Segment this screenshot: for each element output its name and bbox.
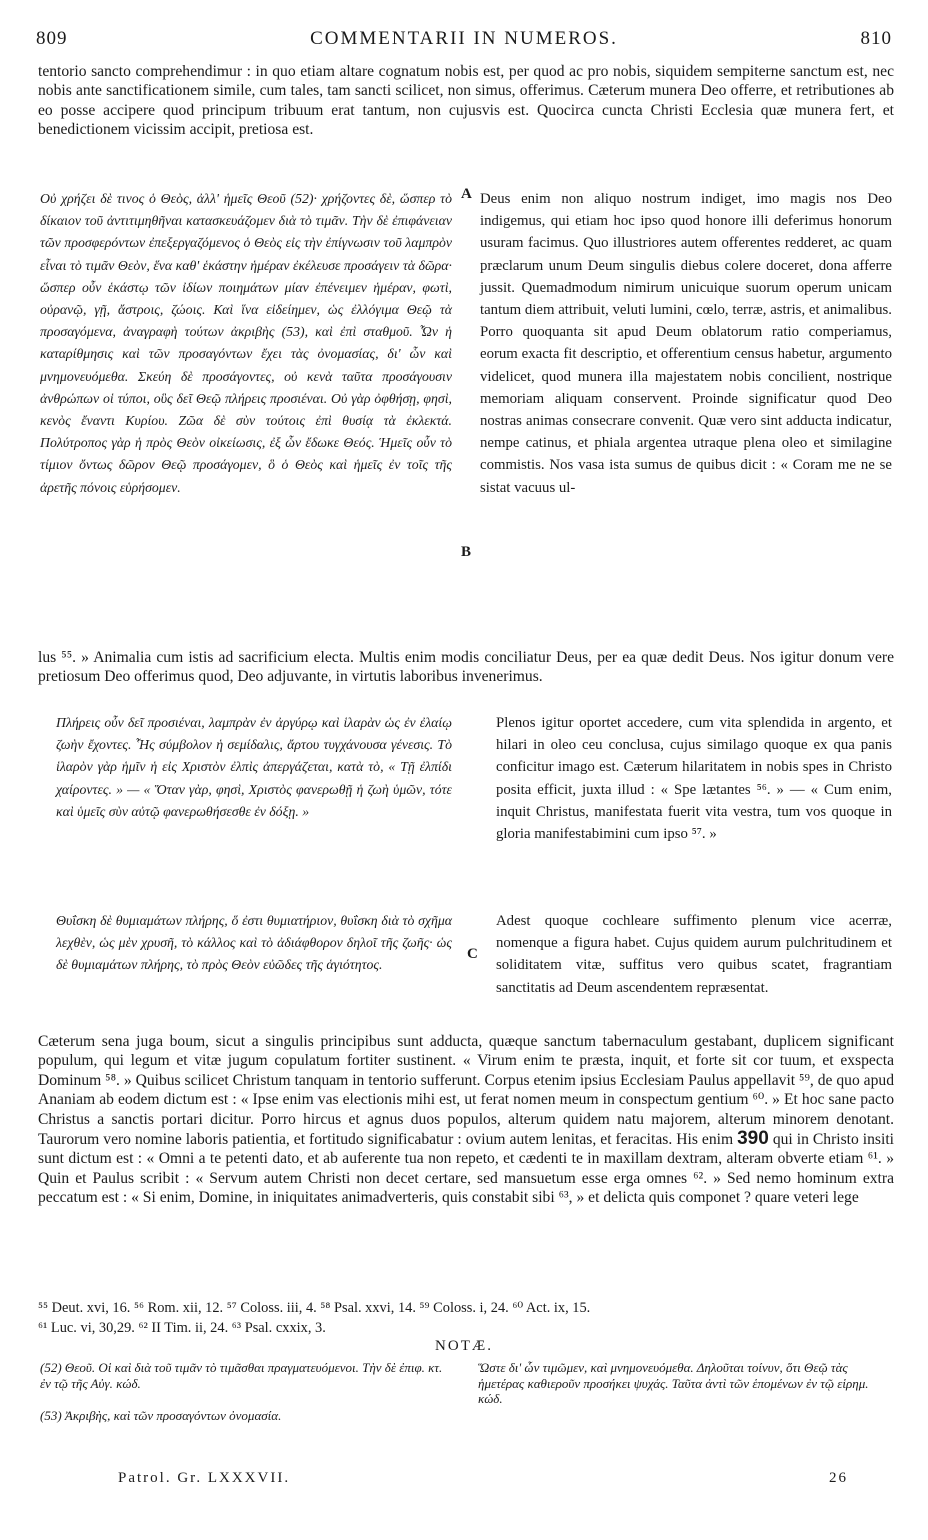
- page-header: [36, 28, 892, 56]
- closing-paragraph: [38, 1032, 894, 1208]
- references-line-1: ⁵⁵ Deut. xvi, 16. ⁵⁶ Rom. xii, 12. ⁵⁷ Coloss. iii, 4. ⁵⁸ Psal. xxvi, 14. ⁵⁹ Coloss. i, 24. ⁶⁰ Act. ix, 15.: [38, 1300, 591, 1316]
- latin-column-3: Adest quoque cochleare suffimento plenum vice acerræ, nomenque a figura habet. Cujus quidem aurum pulchritudinem et soliditatem vitæ, suffitus vero quibus scatet, fragrantiam sanctitatis ad Deum ascendentem repræsentat.: [496, 913, 892, 996]
- note-52: (52) Θεοῦ. Οἱ καὶ διὰ τοῦ τιμᾶν τὸ τιμᾶσθαι πραγματευόμενοι. Τὴν δὲ ἐπιφ. κτ. ἐν τῷ τῆς Αὐγ. κώδ.: [40, 1360, 443, 1391]
- greek-column-1: Οὐ χρήζει δὲ τινος ὁ Θεὸς, ἀλλ' ἡμεῖς Θεοῦ (52)· χρήζοντες δὲ, ὥσπερ τὸ δίκαιον τοῦ ἀντιτιμηθῆναι κατασκευάζομεν διὰ τὸ τιμᾶν. Τὴν δὲ ἐπιφάνειαν τῶν προσφερόντων ἐπεξεργαζόμενος ὁ Θεὸς εἰς τὴν ἐπίγνωσιν τοῦ λαμπρὸν εἶναι τὸ τιμᾶν Θεὸν, ἕνα καθ' ἑκάστην ἡμέραν ἐκέλευσε προσάγειν τὰ δῶρα· ὥσπερ οὖν ἑκάστῳ τῶν ἰδίων ποιημάτων μίαν ἐπένειμεν ἡμέραν, φωτὶ, οὐρανῷ, γῇ, ἄστροις, ζώοις. Καὶ ἵνα εἰδείημεν, ὡς ἐλλόγιμα Θεῷ τὰ προσαγόμενα, ἀναγραφὴ τούτων ἀκριβὴς (53), καὶ ἐπὶ σταθμοῦ. Ὧν ἡ καταρίθμησις καὶ τῶν προσαγόντων ἔχει τὰς ὀνομασίας, δι' ὧν καὶ μνημονευόμεθα. Σκεύη δὲ προσάγοντες, οὐ κενὰ ταῦτα προσάγουσιν ἀνθρώπων οἱ τύποι, οὓς δεῖ Θεῷ πλήρεις προσιέναι. Οὐ γὰρ ὀφθήσῃ, φησὶ, κενὸς ἔναντι Κυρίου. Ζῶα δὲ σὺν τούτοις ἐπὶ θυσίᾳ τὰ ἐκλεκτά. Πολύτροπος γὰρ ἡ πρὸς Θεὸν οἰκείωσις, ἐξ ὧν ἔδωκε Θεός. Ἡμεῖς οὖν τὸ τίμιον ὄντως δῶρον Θεῷ προσάγομεν, ὃ ὁ Θεὸς καὶ ἡμεῖς ἐν τοῖς τῆς ἀρετῆς πόνοις εὑρήσομεν.: [40, 191, 452, 495]
- section-marker-b: B: [461, 544, 472, 560]
- continuation-paragraph: lus ⁵⁵. » Animalia cum istis ad sacrificium electa. Multis enim modis conciliatur Deus, per ea quæ dedit Deus. Nos igitur donum vere pretiosum Deo offerimus quod, Deo adjuvante, in virtutis laboribus invenerimus.: [38, 649, 894, 686]
- latin-column-2: Plenos igitur oportet accedere, cum vita splendida in argento, et hilari in oleo ceu conclusa, cujus similago quoque ex qua panis conficitur imago est. Cæterum hilaritatem in nobis spes in Christo posita efficit, juxta illud : « Spe lætantes ⁵⁶. » — « Cum enim, inquit Christus, manifestata fuerit vita vestra, tum vos quoque in gloria manifestabimini cum ipso ⁵⁷. »: [496, 715, 892, 843]
- section-marker-a: A: [461, 186, 472, 202]
- scripture-references: [38, 1298, 894, 1338]
- closing-text-before: Cæterum sena juga boum, sicut a singulis principibus sunt adducta, quæque sanctum tabernaculum gestabant, duplicem significant populum, qui legum et vitæ jugum copulatum fortiter sustinent. « Virum enim te præsta, inquit, et forte sit cor tuum, et exspecta Dominum ⁵⁸. » Quibus scilicet Christum tanquam in tentorio sufferunt. Corpus etenim ipsius Ecclesiam Paulus appellavit ⁵⁹, de quo apud Ananiam ab eodem dictum est : « Ipse enim vas electionis mihi est, ut ferat nomen meum in conspectum gentium ⁶⁰. » Et hoc sane pacto Christus a sanctis portari dicitur. Porro hircus et agnus duos populos, alterum quidem natu majorem, alterum minorem denotant. Taurorum vero nomine laboris patientia, et fortitudo significabatur : ovium autem lenitas, et feracitas. His enim: [38, 1033, 894, 1149]
- closing-text-after: qui in Christo insiti sunt dictum est : « Omni a te petenti dato, et ab auferente tua non repeto, et cædenti te in maxillam dextram, alteram obverte etiam ⁶¹. » Quin et Paulus scribit : « Servum autem Christi non decet certare, sed mansuetum esse erga omnes ⁶². » Sed nemo hominum extra peccatum est : « Si enim, Domine, in iniquitates animadverteris, quis constabit sibi ⁶³, » et delicta quis componet ? quare veteri lege: [38, 1131, 894, 1207]
- note-53: (53) Ἀκριβὴς, καὶ τῶν προσαγόντων ὀνομασία.: [40, 1408, 282, 1423]
- notes-heading: NOTÆ.: [435, 1338, 493, 1354]
- greek-column-3: Θυΐσκη δὲ θυμιαμάτων πλήρης, ὅ ἐστι θυμιατήριον, θυΐσκη διὰ τὸ σχῆμα λεχθὲν, ὡς μὲν χρυσῆ, τὸ κάλλος καὶ τὸ ἀδιάφθορον δηλοῖ τῆς ζωῆς· ὡς δὲ θυμιαμάτων πλήρης, τὸ πρὸς Θεὸν εὐῶδες τῆς ἁγιότητος.: [56, 913, 452, 973]
- page-number-390: 390: [737, 1128, 769, 1150]
- section-marker-c: C: [467, 946, 478, 962]
- patrology-volume: Patrol. Gr. LXXXVII.: [118, 1470, 291, 1486]
- signature-number: 26: [829, 1470, 848, 1486]
- intro-paragraph: tentorio sancto comprehendimur : in quo etiam altare cognatum nobis est, per quod ac pro nobis, siquidem sempiterne sanctum est, nec nobis ante sanctificationem simile, cum tales, tam sancti scilicet, non simus, offerimus. Cæterum munera Deo offerre, et retributiones ab eo posse accipere quod principum tribuum erat tantum, non cujusvis est. Quocirca cuncta Christi Ecclesia quæ munera fert, et benedictionem vicissim accipit, pretiosa est.: [38, 63, 894, 139]
- right-page-number: 810: [860, 28, 892, 49]
- page-footer: [118, 1470, 848, 1487]
- left-page-number: 809: [36, 28, 68, 49]
- references-line-2: ⁶¹ Luc. vi, 30,29. ⁶² II Tim. ii, 24. ⁶³ Psal. cxxix, 3.: [38, 1320, 326, 1336]
- latin-column-1: Deus enim non aliquo nostrum indiget, imo magis nos Deo indigemus, qui etiam hoc ipso quod honore illi deferimus honorum usuram facimus. Quo illustriores autem offerentes redderet, ac quam præclarum unum Deum singulis diebus colere doceret, dona afferre jussit. Quemadmodum nimirum unicuique suorum operum unicam tantum diem attribuit, veluti lumini, cœlo, terræ, astris, et animalibus. Porro quoquanta sit apud Deum oblatorum ratio comperiamus, eorum exacta fit descriptio, et offerentium census habetur, argumento videlicet, quod munera illa majestatem nobis concilient, nostrique memoriam aliquam conservent. Proinde significatur quod Deo nostras animas consecrare convenit. Quæ vero sint adducta indicatur, nempe catinus, et phiala argentea utraque plena oleo et similagine commistis. Nos vasa ista sumus de quibus dicit : « Coram me ne se sistat vacuus ul-: [480, 191, 892, 496]
- note-continuation: Ὥστε δι' ὧν τιμῶμεν, καὶ μνημονευόμεθα. Δηλοῦται τοίνυν, ὅτι Θεῷ τὰς ἡμετέρας καθιεροῦν προσήκει ψυχάς. Ταῦτα ἀντὶ τῶν ἑπομένων ἐν τῷ εἱρημ. κώδ.: [478, 1360, 869, 1406]
- greek-column-2: Πλήρεις οὖν δεῖ προσιέναι, λαμπρὰν ἐν ἀργύρῳ καὶ ἱλαρὰν ὡς ἐν ἐλαίῳ ζωὴν ἔχοντες. Ἧς σύμβολον ἡ σεμίδαλις, ἄρτου τυγχάνουσα γένεσις. Τὸ ἱλαρὸν γὰρ ἡμῖν ἡ εἰς Χριστὸν ἐλπὶς ἀπεργάζεται, κατὰ τὸ, « Τῇ ἐλπίδι χαίροντες. » — « Ὅταν γὰρ, φησὶ, Χριστὸς φανερωθῇ ἡ ζωὴ ὑμῶν, τότε καὶ ὑμεῖς σὺν αὐτῷ φανερωθήσεσθε ἐν δόξῃ. »: [56, 715, 452, 819]
- running-title: COMMENTARII IN NUMEROS.: [310, 28, 618, 49]
